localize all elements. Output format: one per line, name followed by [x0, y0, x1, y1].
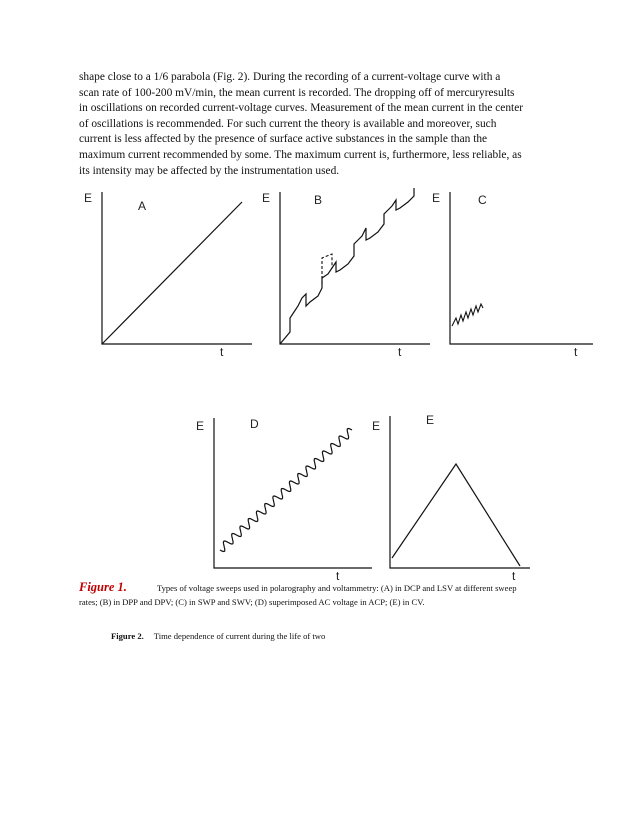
panel-b-staircase — [280, 188, 414, 344]
panel-d-axes — [214, 418, 372, 568]
paragraph-line: maximum current recommended by some. The maximum current is, furthermore, less reliable, as — [79, 148, 522, 161]
panel-e-graph — [368, 410, 543, 582]
panel-b-letter: B — [314, 193, 323, 207]
panel-c-y-label: E — [432, 191, 441, 205]
panel-c-x-label: t — [574, 345, 578, 359]
panel-c-square-wave — [452, 304, 483, 326]
figure-2-caption-text: Time dependence of current during the life of two — [153, 631, 326, 641]
panel-b — [258, 188, 441, 359]
panel-a-graph — [80, 188, 260, 358]
panel-a-x-label: t — [220, 345, 224, 359]
panel-d-letter: D — [250, 417, 259, 431]
panel-c — [428, 188, 603, 358]
panel-e-x-label: t — [512, 569, 516, 583]
paragraph-line: its intensity may be affected by the instrumentation used. — [79, 164, 340, 177]
paragraph-line: current is less affected by the presence of surface active substances in the sample than the — [79, 133, 488, 146]
panel-c-graph — [428, 188, 603, 358]
figure-1-label: Figure 1. — [79, 580, 127, 594]
figure-1-caption — [79, 580, 569, 609]
figure-2-caption — [111, 631, 325, 641]
panel-d-y-label: E — [196, 419, 205, 433]
panel-c-axes — [450, 192, 593, 344]
body-paragraph — [79, 70, 561, 179]
panel-a-letter: A — [138, 199, 147, 213]
panel-d-sine-ramp — [220, 429, 352, 552]
panel-c-letter: C — [478, 193, 487, 207]
panel-e — [368, 410, 543, 582]
panel-b-y-label: E — [262, 191, 271, 205]
panel-b-dashed-pulse — [322, 254, 332, 284]
panel-d — [190, 410, 380, 582]
panel-a-sweep-line — [102, 202, 242, 344]
figure-1-caption-line2: rates; (B) in DPP and DPV; (C) in SWP and SWV; (D) superimposed AC voltage in ACP; (E) in CV. — [79, 597, 425, 607]
paragraph-line: in oscillations on recorded current-voltage curves. Measurement of the mean current in the center — [79, 102, 524, 115]
panel-e-letter: E — [426, 413, 435, 427]
panel-e-y-label: E — [372, 419, 381, 433]
panel-a-y-label: E — [84, 191, 93, 205]
figure-2-label: Figure 2. — [111, 631, 144, 641]
figure-1-caption-line1: Types of voltage sweeps used in polarography and voltammetry: (A) in DCP and LSV at different sweep — [156, 583, 517, 593]
panel-d-x-label: t — [336, 569, 340, 583]
panel-d-graph — [190, 410, 380, 582]
panel-b-axes — [280, 192, 430, 344]
paragraph-line: shape close to a 1/6 parabola (Fig. 2). During the recording of a current-voltage curve with a — [79, 71, 501, 83]
panel-e-axes — [390, 416, 530, 568]
panel-a — [80, 188, 260, 358]
panel-e-triangle — [392, 464, 520, 566]
paragraph-line: scan rate of 100-200 mV/min, the mean current is recorded. The dropping off of mercuryresults — [79, 86, 515, 99]
panel-b-x-label: t — [398, 345, 402, 359]
paragraph-line: of oscillations is recommended. For such current the theory is available and moreover, such — [79, 117, 497, 130]
panel-b-graph — [258, 188, 441, 359]
